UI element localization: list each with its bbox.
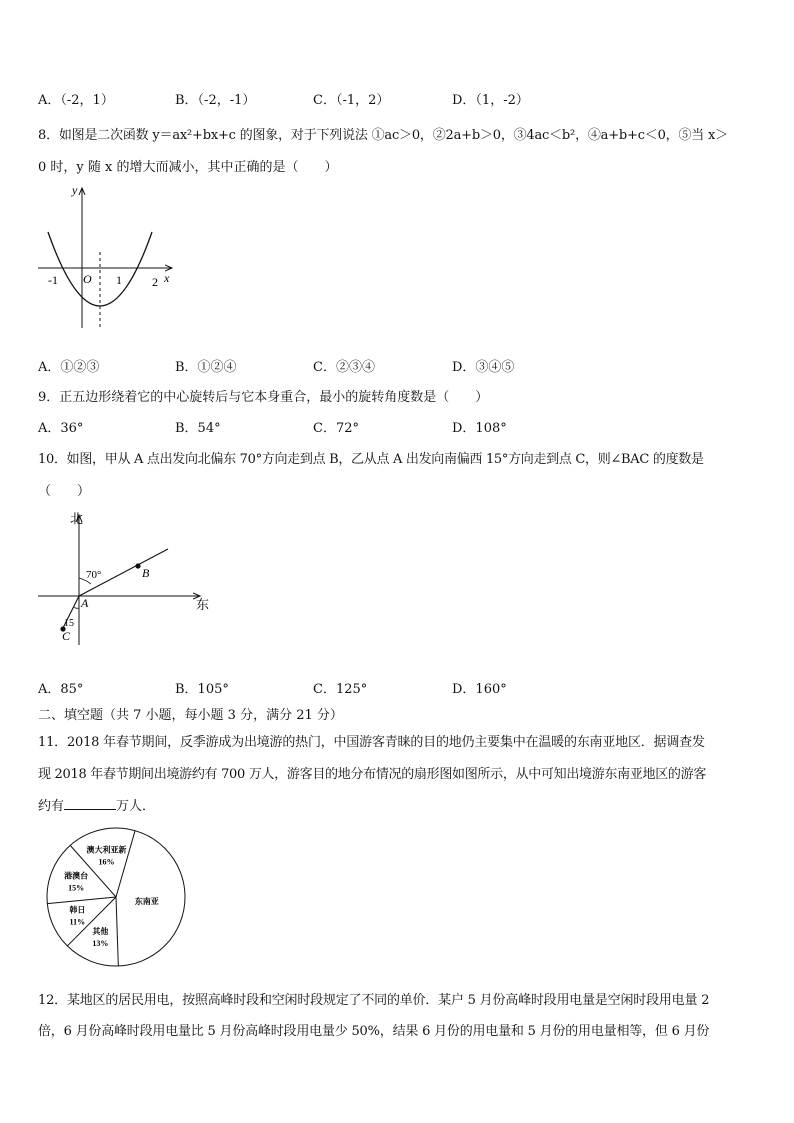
q8-stem-line1: 8．如图是二次函数 y＝ax²+bx+c 的图象，对于下列说法 ①ac＞0，②2a+b＞0，③4ac＜b²，④a+b+c＜0，⑤当 x＞ <box>38 128 728 143</box>
q11-stem-line2: 现 2018 年春节期间出境游约有 700 万人，游客目的地分布情况的扇形图如图所示，从中可知出境游东南亚地区的游客 <box>38 767 707 782</box>
tick-label-2: 2 <box>152 275 158 289</box>
q11-stem-line3 <box>38 795 155 814</box>
q12-stem-line2: 倍，6 月份高峰时段用电量比 5 月份高峰时段用电量少 50%，结果 6 月份的用电量和 5 月份的用电量相等，但 6 月份 <box>38 1024 710 1039</box>
pie-slice-percent-1: 15% <box>68 883 85 893</box>
q9-option-d: D．108° <box>452 421 507 436</box>
tick-label-1: 1 <box>116 273 122 287</box>
pie-slice-label-1: 港澳台 <box>64 871 89 881</box>
q11-stem-line1: 11．2018 年春节期间，反季游成为出境游的热门，中国游客青睐的目的地仍主要集中在温暖的东南亚地区．据调查发 <box>38 735 705 750</box>
section-heading-fill-in: 二、填空题（共 7 小题，每小题 3 分，满分 21 分） <box>38 708 343 723</box>
angle-70-label: 70° <box>86 569 102 581</box>
q11-line3-pre: 约有 <box>38 799 65 814</box>
pie-slice-label-3: 其他 <box>92 926 109 936</box>
angle-15-arc <box>74 607 79 608</box>
q12-stem-line1: 12．某地区的居民用电，按照高峰时段和空闲时段规定了不同的单价．某户 5 月份高峰时段用电量是空闲时段用电量 2 <box>38 993 710 1008</box>
q9-option-a: A．36° <box>38 421 84 436</box>
tick-label-minus1: -1 <box>48 273 58 287</box>
north-label: 北 <box>70 511 84 526</box>
q8-parabola-graph <box>34 180 179 330</box>
east-label: 东 <box>196 597 210 612</box>
pie-slice-percent-2: 11% <box>69 917 86 927</box>
q9-stem: 9．正五边形绕着它的中心旋转后与它本身重合，最小的旋转角度数是（ ） <box>38 390 489 405</box>
pie-slice-percent-0: 16% <box>98 857 115 867</box>
q8-option-a: A．①②③ <box>38 360 100 375</box>
q11-pie-chart <box>44 825 189 970</box>
q10-stem-line1: 10．如图，甲从 A 点出发向北偏东 70°方向走到点 B，乙从点 A 出发向南偏西 15°方向走到点 C，则∠BAC 的度数是 <box>38 452 704 467</box>
q10-direction-figure <box>34 505 214 650</box>
pie-slice-label-4: 东南亚 <box>134 896 159 906</box>
q9-option-c: C．72° <box>313 421 359 436</box>
point-b <box>135 563 140 568</box>
y-axis-label: y <box>72 183 78 197</box>
q8-stem-line2: 0 时，y 随 x 的增大而减小，其中正确的是（ ） <box>38 160 338 175</box>
q7-option-c: C．（-1，2） <box>313 93 390 108</box>
q10-stem-line2: （ ） <box>38 484 91 499</box>
q10-option-a: A．85° <box>38 682 84 697</box>
pie-slice-label-0: 澳大利亚新 <box>86 845 127 855</box>
q8-option-b: B．①②④ <box>175 360 237 375</box>
point-b-label: B <box>142 566 150 580</box>
q9-option-b: B．54° <box>175 421 221 436</box>
answer-blank <box>64 797 116 810</box>
q8-option-c: C．②③④ <box>313 360 375 375</box>
q7-option-a: A．（-2，1） <box>38 93 114 108</box>
pie-slice-percent-3: 13% <box>92 938 109 948</box>
q10-option-d: D．160° <box>452 682 507 697</box>
q8-option-d: D．③④⑤ <box>452 360 515 375</box>
angle-15-label: 15 <box>64 618 74 629</box>
q10-option-c: C．125° <box>313 682 368 697</box>
point-a-label: A <box>81 596 89 610</box>
q11-line3-post: 万人． <box>116 799 156 814</box>
origin-label: O <box>83 272 92 286</box>
q7-option-b: B．（-2，-1） <box>175 93 256 108</box>
point-c-label: C <box>62 629 71 643</box>
q7-option-d: D．（1，-2） <box>452 93 529 108</box>
q10-option-b: B．105° <box>175 682 229 697</box>
pie-slice-label-2: 韩日 <box>69 905 86 915</box>
x-axis-label: x <box>164 271 170 285</box>
